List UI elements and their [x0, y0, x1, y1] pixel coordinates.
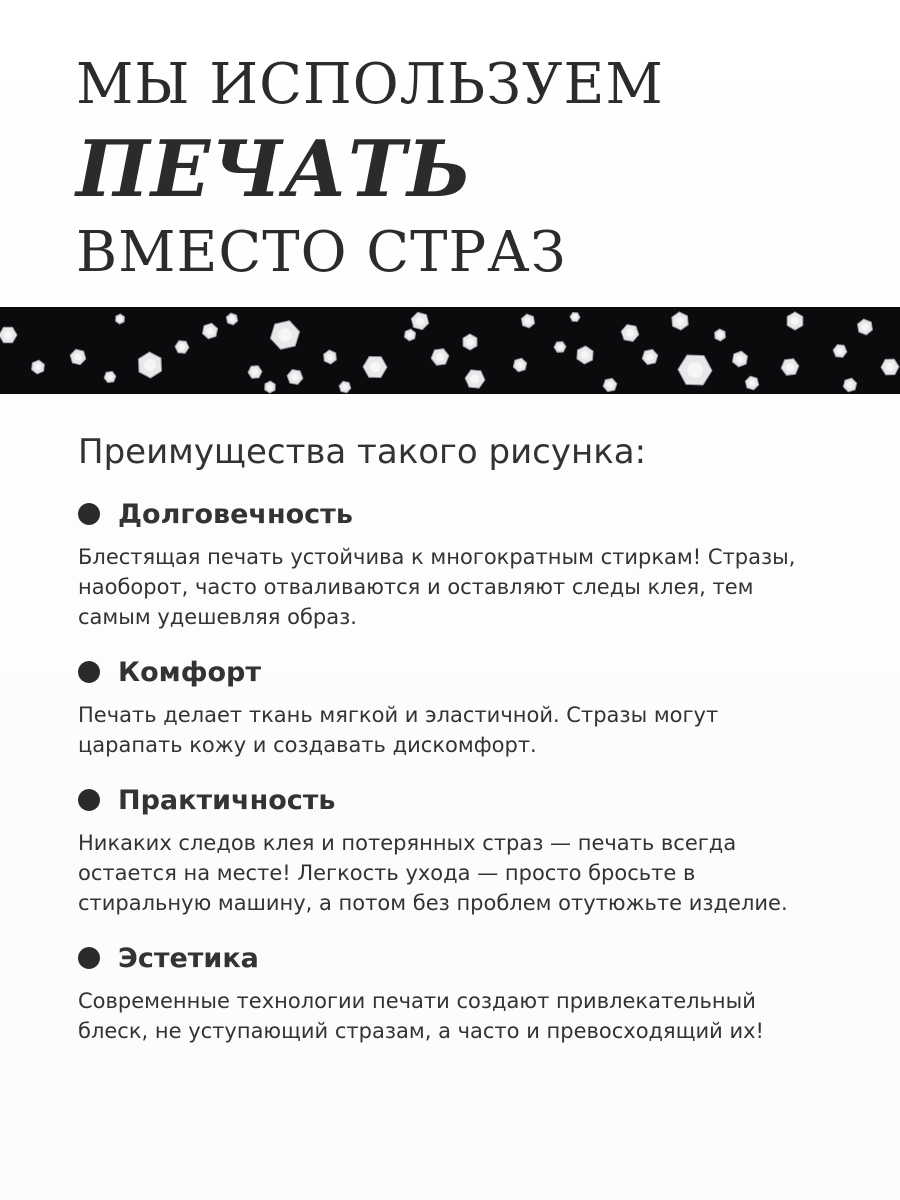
- benefit-comfort: [78, 652, 858, 760]
- rhinestone-mark: [521, 314, 534, 328]
- benefit-title: Комфорт: [118, 656, 262, 688]
- rhinestone-mark: [104, 371, 116, 382]
- bullet-icon: [78, 661, 100, 683]
- rhinestone-mark: [881, 359, 899, 375]
- rhinestone-mark: [265, 381, 276, 393]
- benefit-title: Долговечность: [118, 498, 353, 530]
- rhinestone-mark: [577, 346, 593, 364]
- rhinestone-mark: [621, 325, 639, 342]
- headline-line-1: МЫ ИСПОЛЬЗУЕМ: [76, 52, 664, 117]
- bullet-icon: [78, 789, 100, 811]
- rhinestone-mark: [554, 342, 566, 353]
- rhinestone-mark: [404, 329, 415, 341]
- headline-line-2-emphasis: ПЕЧАТЬ: [76, 124, 473, 215]
- rhinestone-mark: [733, 351, 748, 367]
- headline: [76, 46, 836, 290]
- benefit-practicality: [78, 780, 858, 918]
- rhinestone-mark: [678, 355, 712, 385]
- rhinestone-mark: [248, 366, 262, 379]
- rhinestone-mark: [465, 370, 485, 388]
- bullet-icon: [78, 947, 100, 969]
- rhinestone-mark: [139, 352, 162, 378]
- rhinestone-mark: [0, 327, 17, 343]
- rhinestone-mark: [270, 321, 299, 350]
- rhinestone-mark: [463, 334, 477, 350]
- rhinestone-mark: [570, 313, 580, 322]
- benefit-durability: [78, 494, 858, 632]
- benefit-aesthetics: [78, 938, 858, 1046]
- rhinestone-mark: [202, 323, 217, 339]
- rhinestone-mark: [70, 349, 86, 364]
- rhinestone-mark: [858, 319, 873, 335]
- rhinestone-mark: [715, 329, 726, 341]
- rhinestone-mark: [745, 376, 758, 390]
- headline-line-3: ВМЕСТО СТРАЗ: [76, 220, 567, 285]
- rhinestone-pattern-icon: [0, 307, 900, 394]
- rhinestone-mark: [324, 350, 337, 364]
- benefit-title: Практичность: [118, 784, 336, 816]
- benefit-text: Никаких следов клея и потерянных страз — печать всегда остается на месте! Легкость ухода — просто бросьте в стиральную машину, а потом без проблем отутюжьте изделие.: [78, 831, 788, 915]
- benefit-text: Блестящая печать устойчива к многократным стиркам! Стразы, наоборот, часто отваливаются и оставляют следы клея, тем самым удешевляя образ.: [78, 545, 796, 629]
- bullet-icon: [78, 503, 100, 525]
- rhinestone-mark: [787, 312, 803, 330]
- rhinestone-mark: [513, 358, 526, 372]
- benefit-title: Эстетика: [118, 942, 259, 974]
- rhinestone-mark: [843, 378, 856, 392]
- rhinestone-mark: [363, 357, 387, 378]
- rhinestone-mark: [175, 341, 189, 354]
- benefits-title: Преимущества такого рисунка:: [78, 432, 647, 472]
- rhinestone-mark: [116, 314, 125, 324]
- benefit-text: Современные технологии печати создают привлекательный блеск, не уступающий стразам, а часто и превосходящий их!: [78, 989, 764, 1043]
- rhinestone-mark: [672, 312, 688, 330]
- rhinestone-mark: [32, 360, 45, 374]
- rhinestone-mark: [226, 313, 237, 325]
- benefits-section: [78, 428, 858, 1066]
- rhinestone-mark: [642, 349, 658, 364]
- rhinestone-mark: [603, 378, 617, 391]
- rhinestone-mark: [781, 359, 799, 376]
- benefit-text: Печать делает ткань мягкой и эластичной. Стразы могут царапать кожу и создавать дискомфорт.: [78, 703, 719, 757]
- rhinestone-print-photo: [0, 307, 900, 394]
- rhinestone-mark: [431, 349, 449, 366]
- rhinestone-mark: [287, 370, 303, 385]
- rhinestone-mark: [833, 345, 847, 358]
- rhinestone-mark: [339, 381, 351, 392]
- rhinestone-mark: [411, 312, 428, 329]
